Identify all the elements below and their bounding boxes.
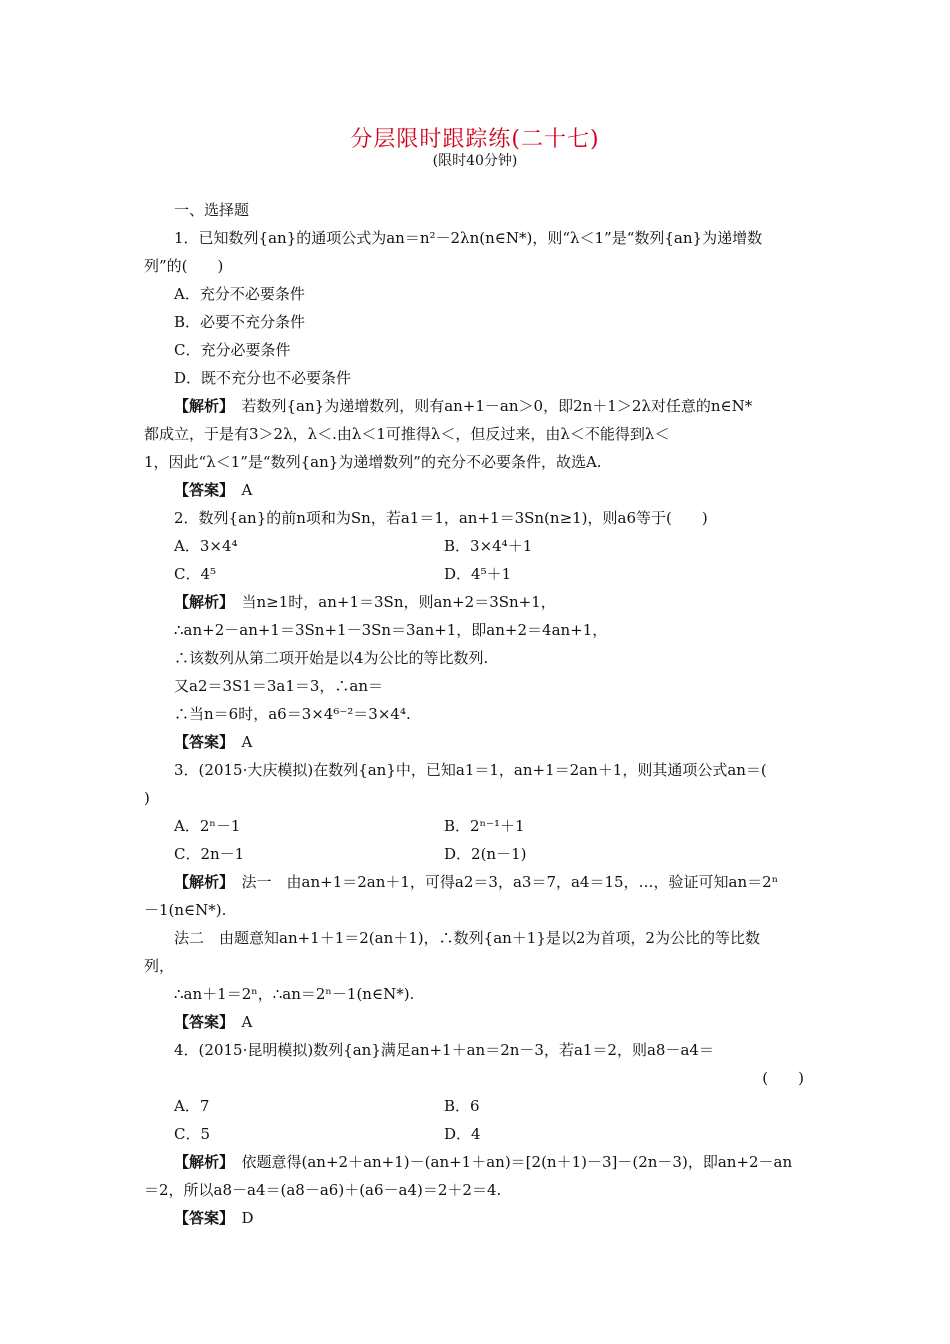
q2-analysis-line4: 又a2＝3S1＝3a1＝3，∴an＝ bbox=[174, 677, 384, 695]
q2-analysis-line1 bbox=[144, 588, 808, 616]
q3-answer-value: A bbox=[226, 1013, 253, 1031]
q3-analysis-line3: 法二 由题意知an+1＋1＝2(an＋1)，∴数列{an＋1}是以2为首项，2为公比的等比数 bbox=[174, 929, 760, 947]
q2-analysis-line3: ∴该数列从第二项开始是以4为公比的等比数列. bbox=[174, 649, 489, 667]
answer-label: 【答案】 bbox=[174, 1209, 227, 1227]
q4-stem-line1: 4．(2015·昆明模拟)数列{an}满足an+1＋an＝2n－3，若a1＝2，则a8－a4＝ bbox=[174, 1041, 714, 1059]
answer-label: 【答案】 bbox=[174, 733, 227, 751]
q4-analysis-line1 bbox=[144, 1148, 808, 1176]
q2-option-d: D．4⁵＋1 bbox=[444, 565, 512, 583]
q1-stem-line1: 1．已知数列{an}的通项公式为an＝n²－2λn(n∈N*)，则“λ＜1”是“数列{an}为递增数 bbox=[174, 229, 763, 247]
answer-label: 【答案】 bbox=[174, 481, 227, 499]
q4-option-b: B．6 bbox=[444, 1097, 480, 1115]
analysis-label: 【解析】 bbox=[174, 593, 227, 611]
q3-option-d: D．2(n－1) bbox=[444, 845, 527, 863]
q3-answer bbox=[144, 1008, 808, 1036]
analysis-label: 【解析】 bbox=[174, 397, 227, 415]
answer-label: 【答案】 bbox=[174, 1013, 227, 1031]
q2-answer bbox=[144, 728, 808, 756]
q4-option-c: C．5 bbox=[174, 1125, 211, 1143]
q3-stem-line1: 3．(2015·大庆模拟)在数列{an}中，已知a1＝1，an+1＝2an＋1，则其通项公式an＝( bbox=[174, 761, 767, 779]
q3-options-row2 bbox=[144, 840, 808, 868]
q4-analysis-line2: ＝2，所以a8－a4＝(a8－a6)＋(a6－a4)＝2＋2＝4. bbox=[144, 1181, 502, 1199]
q4-analysis-text1: 依题意得(an+2＋an+1)－(an+1＋an)＝[2(n＋1)－3]－(2n－3)，即an+2－an bbox=[226, 1153, 793, 1171]
q1-option-c: C．充分必要条件 bbox=[174, 341, 291, 359]
q3-analysis-text1: 法一 由an+1＝2an＋1，可得a2＝3，a3＝7，a4＝15，…，验证可知an＝2ⁿ bbox=[226, 873, 779, 891]
q1-analysis-line2: 都成立，于是有3＞2λ，λ＜.由λ＜1可推得λ＜，但反过来，由λ＜不能得到λ＜ bbox=[144, 425, 670, 443]
q2-options-row1 bbox=[144, 532, 808, 560]
analysis-label: 【解析】 bbox=[174, 1153, 227, 1171]
q2-stem: 2．数列{an}的前n项和为Sn，若a1＝1，an+1＝3Sn(n≥1)，则a6等于( ) bbox=[174, 509, 708, 527]
q2-option-c: C．4⁵ bbox=[174, 565, 217, 583]
q1-analysis-line3: 1，因此“λ＜1”是“数列{an}为递增数列”的充分不必要条件，故选A. bbox=[144, 453, 602, 471]
q3-analysis-line5: ∴an＋1＝2ⁿ，∴an＝2ⁿ－1(n∈N*). bbox=[174, 985, 415, 1003]
document-body bbox=[144, 196, 808, 1232]
q4-option-d: D．4 bbox=[444, 1125, 481, 1143]
q3-option-a: A．2ⁿ－1 bbox=[174, 817, 241, 835]
q4-answer bbox=[144, 1204, 808, 1232]
q2-option-b: B．3×4⁴＋1 bbox=[444, 537, 533, 555]
q4-options-row2 bbox=[144, 1120, 808, 1148]
analysis-label: 【解析】 bbox=[174, 873, 227, 891]
q1-option-d: D．既不充分也不必要条件 bbox=[174, 369, 352, 387]
q2-options-row2 bbox=[144, 560, 808, 588]
time-limit: (限时40分钟) bbox=[432, 153, 518, 169]
q1-answer bbox=[144, 476, 808, 504]
q3-options-row1 bbox=[144, 812, 808, 840]
q4-options-row1 bbox=[144, 1092, 808, 1120]
q2-analysis-line5: ∴当n＝6时，a6＝3×4⁶⁻²＝3×4⁴. bbox=[174, 705, 411, 723]
q4-stem-line2: ( ) bbox=[762, 1069, 804, 1087]
q1-option-a: A．充分不必要条件 bbox=[174, 285, 305, 303]
q3-stem-line2: ) bbox=[144, 789, 150, 807]
q4-option-a: A．7 bbox=[174, 1097, 210, 1115]
q3-option-b: B．2ⁿ⁻¹＋1 bbox=[444, 817, 525, 835]
section-heading: 一、选择题 bbox=[174, 201, 250, 219]
q2-analysis-text1: 当n≥1时，an+1＝3Sn，则an+2＝3Sn+1， bbox=[226, 593, 556, 611]
q3-analysis-line2: －1(n∈N*). bbox=[144, 901, 227, 919]
q2-analysis-line2: ∴an+2－an+1＝3Sn+1－3Sn＝3an+1，即an+2＝4an+1， bbox=[174, 621, 608, 639]
q1-answer-value: A bbox=[226, 481, 253, 499]
q2-answer-value: A bbox=[226, 733, 253, 751]
q1-option-b: B．必要不充分条件 bbox=[174, 313, 306, 331]
q4-answer-value: D bbox=[226, 1209, 254, 1227]
q3-option-c: C．2n－1 bbox=[174, 845, 245, 863]
q3-analysis-line1 bbox=[144, 868, 808, 896]
q1-analysis-line1 bbox=[144, 392, 808, 420]
q1-analysis-text1: 若数列{an}为递增数列，则有an+1－an＞0，即2n＋1＞2λ对任意的n∈N* bbox=[226, 397, 753, 415]
q2-option-a: A．3×4⁴ bbox=[174, 537, 238, 555]
q3-analysis-line4: 列， bbox=[144, 957, 175, 975]
q1-stem-line2: 列”的( ) bbox=[144, 257, 224, 275]
page-title: 分层限时跟踪练(二十七) bbox=[350, 127, 600, 152]
